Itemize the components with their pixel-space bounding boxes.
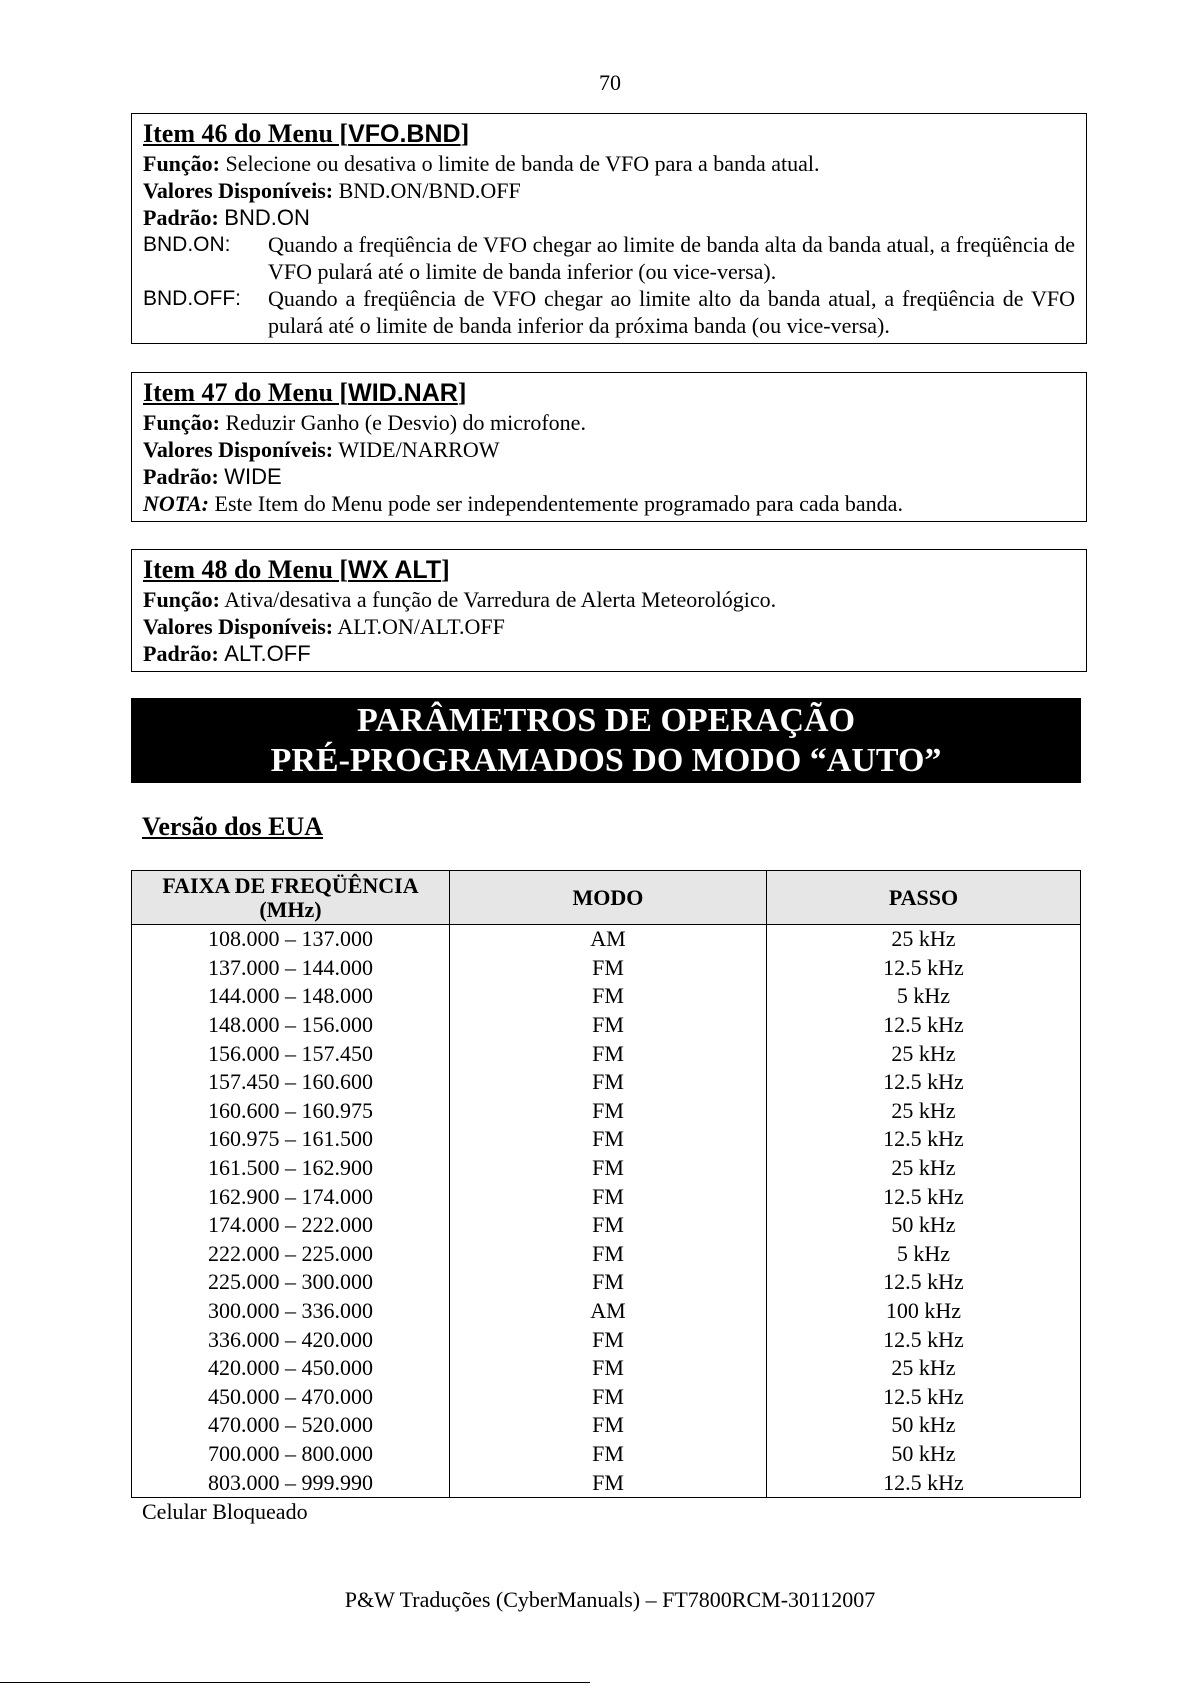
option-description: Quando a freqüência de VFO chegar ao limite alto da banda atual, a freqüência de VFO pulará até o limite de banda inferior da próxima banda (ou vice-versa). xyxy=(268,286,1075,338)
table-row xyxy=(132,1154,1081,1183)
menu-item-title: Item 48 do Menu [WX ALT] xyxy=(143,555,450,584)
menu-item-46-box xyxy=(131,113,1087,344)
cell-modo: FM xyxy=(450,1411,767,1440)
cell-modo: FM xyxy=(450,1383,767,1412)
cell-modo: FM xyxy=(450,1468,767,1497)
table-row xyxy=(132,982,1081,1011)
cell-passo: 25 kHz xyxy=(767,1154,1081,1183)
table-row xyxy=(132,1297,1081,1326)
option-row xyxy=(143,285,1075,339)
table-row xyxy=(132,1240,1081,1269)
page-number: 70 xyxy=(599,70,621,95)
cell-modo: FM xyxy=(450,1154,767,1183)
cell-faixa: 137.000 – 144.000 xyxy=(132,954,450,983)
cell-modo: FM xyxy=(450,1240,767,1269)
cell-modo: FM xyxy=(450,982,767,1011)
cell-passo: 50 kHz xyxy=(767,1211,1081,1240)
cell-faixa: 108.000 – 137.000 xyxy=(132,925,450,954)
cell-passo: 12.5 kHz xyxy=(767,1068,1081,1097)
cell-faixa: 450.000 – 470.000 xyxy=(132,1383,450,1412)
option-description: Quando a freqüência de VFO chegar ao limite de banda alta da banda atual, a freqüência de VFO pulará até o limite de banda inferior (ou vice-versa). xyxy=(268,232,1075,284)
cell-modo: FM xyxy=(450,1325,767,1354)
cell-modo: FM xyxy=(450,954,767,983)
option-row xyxy=(143,231,1075,285)
header-faixa: FAIXA DE FREQÜÊNCIA (MHz) xyxy=(132,871,450,925)
cell-passo: 25 kHz xyxy=(767,1097,1081,1126)
table-note: Celular Bloqueado xyxy=(142,1499,308,1524)
cell-passo: 5 kHz xyxy=(767,1240,1081,1269)
cell-passo: 50 kHz xyxy=(767,1440,1081,1469)
cell-passo: 12.5 kHz xyxy=(767,1268,1081,1297)
cell-faixa: 144.000 – 148.000 xyxy=(132,982,450,1011)
cell-modo: FM xyxy=(450,1011,767,1040)
cell-faixa: 225.000 – 300.000 xyxy=(132,1268,450,1297)
cell-faixa: 157.450 – 160.600 xyxy=(132,1068,450,1097)
table-row xyxy=(132,1097,1081,1126)
funcao-line: Função: Ativa/desativa a função de Varredura de Alerta Meteorológico. xyxy=(143,587,777,612)
cell-modo: FM xyxy=(450,1125,767,1154)
valores-line: Valores Disponíveis: ALT.ON/ALT.OFF xyxy=(143,614,505,639)
table-row xyxy=(132,1383,1081,1412)
frequency-table xyxy=(131,870,1081,1498)
cell-passo: 12.5 kHz xyxy=(767,1011,1081,1040)
table-row xyxy=(132,1211,1081,1240)
cell-faixa: 160.600 – 160.975 xyxy=(132,1097,450,1126)
cell-passo: 12.5 kHz xyxy=(767,1383,1081,1412)
table-row xyxy=(132,1411,1081,1440)
cell-passo: 50 kHz xyxy=(767,1411,1081,1440)
banner-line-1: PARÂMETROS DE OPERAÇÃO xyxy=(356,702,856,739)
cell-passo: 12.5 kHz xyxy=(767,1125,1081,1154)
cell-passo: 5 kHz xyxy=(767,982,1081,1011)
table-header-row xyxy=(132,871,1081,925)
cell-modo: FM xyxy=(450,1068,767,1097)
menu-item-47-box xyxy=(131,372,1087,522)
cell-passo: 12.5 kHz xyxy=(767,954,1081,983)
valores-line: Valores Disponíveis: BND.ON/BND.OFF xyxy=(143,178,521,203)
cell-faixa: 420.000 – 450.000 xyxy=(132,1354,450,1383)
padrao-line: Padrão: WIDE xyxy=(143,464,282,489)
cell-faixa: 700.000 – 800.000 xyxy=(132,1440,450,1469)
padrao-line: Padrão: BND.ON xyxy=(143,205,310,230)
table-row xyxy=(132,1325,1081,1354)
cell-faixa: 148.000 – 156.000 xyxy=(132,1011,450,1040)
cell-passo: 12.5 kHz xyxy=(767,1325,1081,1354)
menu-item-48-box xyxy=(131,549,1087,672)
menu-item-title: Item 47 do Menu [WID.NAR] xyxy=(143,378,467,407)
page-footer: P&W Traduções (CyberManuals) – FT7800RCM-30112007 xyxy=(344,1587,876,1612)
table-row xyxy=(132,1182,1081,1211)
bottom-rule xyxy=(0,1682,590,1683)
nota-line: NOTA: Este Item do Menu pode ser independentemente programado para cada banda. xyxy=(143,491,903,516)
cell-modo: FM xyxy=(450,1440,767,1469)
cell-modo: AM xyxy=(450,925,767,954)
cell-faixa: 300.000 – 336.000 xyxy=(132,1297,450,1326)
table-row xyxy=(132,1354,1081,1383)
option-key: BND.ON: xyxy=(143,233,231,256)
table-row xyxy=(132,1440,1081,1469)
option-key: BND.OFF: xyxy=(143,287,241,310)
table-row xyxy=(132,1468,1081,1497)
table-row xyxy=(132,1039,1081,1068)
table-row xyxy=(132,1125,1081,1154)
cell-modo: FM xyxy=(450,1097,767,1126)
cell-passo: 100 kHz xyxy=(767,1297,1081,1326)
cell-modo: FM xyxy=(450,1211,767,1240)
cell-faixa: 336.000 – 420.000 xyxy=(132,1325,450,1354)
valores-line: Valores Disponíveis: WIDE/NARROW xyxy=(143,437,500,462)
table-row xyxy=(132,954,1081,983)
cell-faixa: 162.900 – 174.000 xyxy=(132,1182,450,1211)
padrao-line: Padrão: ALT.OFF xyxy=(143,641,311,666)
menu-item-code: WX ALT xyxy=(348,556,442,584)
cell-modo: AM xyxy=(450,1297,767,1326)
cell-modo: FM xyxy=(450,1182,767,1211)
cell-faixa: 160.975 – 161.500 xyxy=(132,1125,450,1154)
cell-passo: 25 kHz xyxy=(767,1354,1081,1383)
cell-passo: 25 kHz xyxy=(767,925,1081,954)
table-row xyxy=(132,925,1081,954)
table-row xyxy=(132,1268,1081,1297)
cell-faixa: 470.000 – 520.000 xyxy=(132,1411,450,1440)
header-passo: PASSO xyxy=(767,871,1081,925)
cell-faixa: 161.500 – 162.900 xyxy=(132,1154,450,1183)
cell-passo: 12.5 kHz xyxy=(767,1468,1081,1497)
banner-line-2: PRÉ-PROGRAMADOS DO MODO “AUTO” xyxy=(270,742,942,779)
cell-faixa: 803.000 – 999.990 xyxy=(132,1468,450,1497)
cell-faixa: 222.000 – 225.000 xyxy=(132,1240,450,1269)
menu-item-code: WID.NAR xyxy=(348,379,458,407)
cell-modo: FM xyxy=(450,1354,767,1383)
section-banner xyxy=(131,698,1081,783)
menu-item-code: VFO.BND xyxy=(348,120,461,148)
funcao-line: Função: Selecione ou desativa o limite de banda de VFO para a banda atual. xyxy=(143,151,820,176)
header-modo: MODO xyxy=(450,871,767,925)
cell-modo: FM xyxy=(450,1268,767,1297)
cell-faixa: 174.000 – 222.000 xyxy=(132,1211,450,1240)
funcao-line: Função: Reduzir Ganho (e Desvio) do microfone. xyxy=(143,410,586,435)
cell-faixa: 156.000 – 157.450 xyxy=(132,1039,450,1068)
table-row xyxy=(132,1068,1081,1097)
table-row xyxy=(132,1011,1081,1040)
cell-passo: 12.5 kHz xyxy=(767,1182,1081,1211)
cell-passo: 25 kHz xyxy=(767,1039,1081,1068)
section-title: Versão dos EUA xyxy=(142,812,324,841)
cell-modo: FM xyxy=(450,1039,767,1068)
menu-item-title: Item 46 do Menu [VFO.BND] xyxy=(143,119,470,148)
